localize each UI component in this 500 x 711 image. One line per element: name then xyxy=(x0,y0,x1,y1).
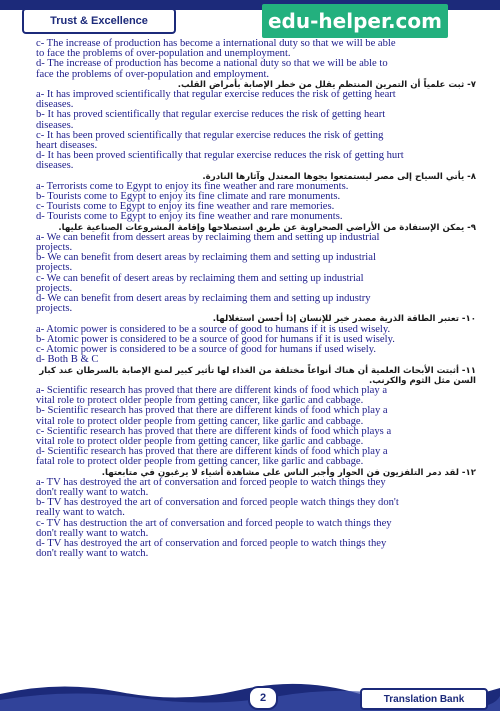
option-line: d- It has been proved scientifically that regular exercise reduces the risk of getting hurt xyxy=(36,150,404,162)
question-arabic: ٧- ثبت علمياً أن التمرين المنتظم يقلل من خطر الإصابة بأمراض القلب. xyxy=(177,79,476,90)
option-line: d- The increase of production has become a national duty so that we will be able to xyxy=(36,58,388,70)
question-arabic: ٨- يأتي السياح إلى مصر ليستمتعوا بجوها المعتدل وآثارها النادرة. xyxy=(202,171,476,182)
question-arabic: ١٠- تعتبر الطاقة الذرية مصدر خير للإنسان إذا أحسن استغلالها. xyxy=(212,314,476,325)
option-line: b- Scientific research has proved that there are different kinds of food which play a xyxy=(36,405,388,417)
question-arabic: ١١- أثبتت الأبحاث العلمية أن هناك أنواعاً مختلفة من الغذاء لها تأثير كبير لمنع الإصابة بالسرطان عند كبار xyxy=(39,365,476,376)
option-line: b- We can benefit from desert areas by reclaiming them and setting up industrial xyxy=(36,252,376,264)
option-line: vital role to protect older people from getting cancer, like garlic and cabbage. xyxy=(36,395,364,407)
option-line: really want to watch. xyxy=(36,507,125,519)
option-line: a- Terrorists come to Egypt to enjoy its fine weather and rare monuments. xyxy=(36,180,349,192)
option-line: b- Tourists come to Egypt to enjoy its fine climate and rare monuments. xyxy=(36,191,341,203)
page-number: 2 xyxy=(248,686,278,710)
question-arabic: السن مثل الثوم والكرنب. xyxy=(369,375,476,386)
option-line: a- We can benefit from dessert areas by reclaiming them and setting up industrial xyxy=(36,231,380,243)
option-line: don't really want to watch. xyxy=(36,527,149,539)
option-line: diseases. xyxy=(36,160,74,172)
option-line: d- We can benefit from desert areas by reclaiming them and setting up industry xyxy=(36,293,371,305)
option-line: c- Scientific research has proved that there are different kinds of food which plays a xyxy=(36,425,392,437)
option-line: vital role to protect older people from getting cancer, like garlic and cabbage. xyxy=(36,435,364,447)
option-line: c- The increase of production has become a international duty so that we will be able xyxy=(36,38,396,49)
option-line: c- It has been proved scientifically that regular exercise reduces the risk of getting xyxy=(36,129,384,141)
book-title: Translation Bank xyxy=(360,688,488,710)
watermark-label: edu-helper.com xyxy=(262,4,448,38)
question-arabic: ١٢- لقد دمر التلفزيون فن الحوار وأجبر الناس على مشاهدة أشياء لا يرغبون في متابعتها. xyxy=(101,467,476,478)
option-line: b- Atomic power is considered to be a source of good for humans if it is used wisely. xyxy=(36,333,395,345)
option-line: don't really want to watch. xyxy=(36,548,149,560)
option-line: d- Tourists come to Egypt to enjoy its fine weather and rare monuments. xyxy=(36,211,343,223)
question-list xyxy=(36,39,476,559)
page-header xyxy=(0,0,500,33)
option-line: projects. xyxy=(36,282,73,294)
option-line: d- Scientific research has proved that there are different kinds of food which play a xyxy=(36,446,388,458)
page-footer xyxy=(0,676,500,711)
option-line: fatal role to protect older people from getting cancer, like garlic and cabbage. xyxy=(36,456,364,468)
option-line: a- Scientific research has proved that there are different kinds of food which play a xyxy=(36,384,388,396)
option-line: b- It has proved scientifically that regular exercise reduces the risk of getting heart xyxy=(36,109,386,121)
option-line: diseases. xyxy=(36,119,74,131)
option-line: diseases. xyxy=(36,99,74,111)
option-line: b- TV has destroyed the art of conversation and forced people watch things they don't xyxy=(36,497,399,509)
option-line: projects. xyxy=(36,242,73,254)
option-line: c- Atomic power is considered to be a source of good for humans if used wisely. xyxy=(36,344,376,356)
option-line: a- It has improved scientifically that regular exercise reduces the risk of getting heart xyxy=(36,89,396,101)
option-line: a- Atomic power is considered to be a source of good to humans if it is used wisely. xyxy=(36,323,391,335)
option-line: c- Tourists come to Egypt to enjoy its fine weather and rare memories. xyxy=(36,201,335,213)
option-line: heart diseases. xyxy=(36,140,98,152)
option-line: face the problems of over-population and employment. xyxy=(36,68,270,80)
option-line: c- We can benefit of desert areas by reclaiming them and setting up industrial xyxy=(36,272,364,284)
option-line: d- Both B & C xyxy=(36,354,99,366)
brand-label: Trust & Excellence xyxy=(22,8,176,34)
option-line: d- TV has destroyed the art of conservation and forced people to watch things they xyxy=(36,537,387,549)
option-line: don't really want to watch. xyxy=(36,486,149,498)
question-arabic: ٩- يمكن الإستفادة من الأراضي الصحراوية عن طريق استصلاحها وإقامة المشروعات الصناعية عليها. xyxy=(58,222,476,233)
option-line: projects. xyxy=(36,262,73,274)
option-line: to face the problems of over-population and unemployment. xyxy=(36,48,291,60)
option-line: projects. xyxy=(36,303,73,315)
option-line: vital role to protect older people from getting cancer, like garlic and cabbage. xyxy=(36,415,364,427)
option-line: c- TV has destruction the art of conversation and forced people to watch things they xyxy=(36,517,392,529)
option-line: a- TV has destroyed the art of conversation and forced people to watch things they xyxy=(36,476,386,488)
